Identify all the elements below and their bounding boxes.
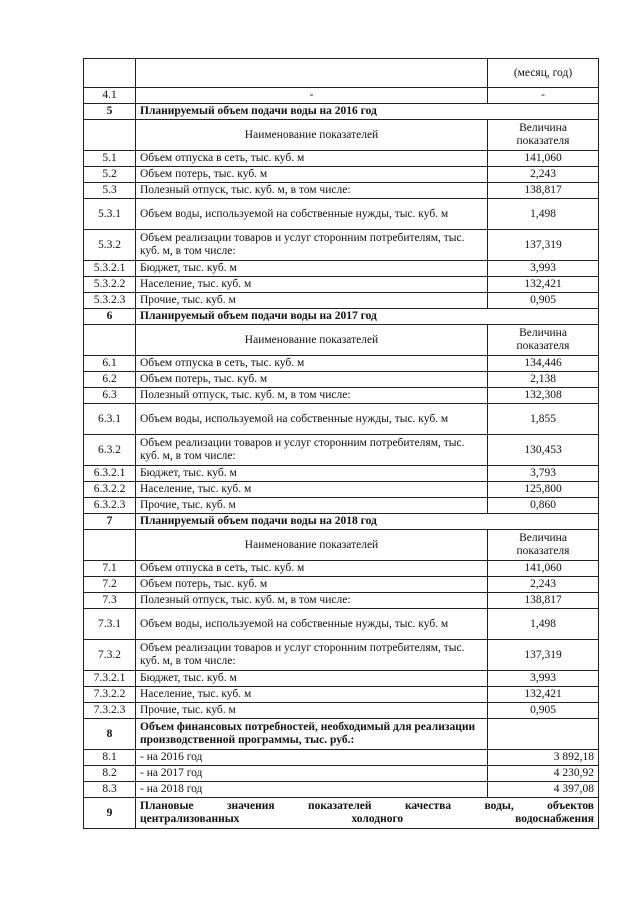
section-title: Планируемый объем подачи воды на 2018 год (136, 514, 599, 530)
table-row (84, 593, 599, 609)
section-title-line-1: Плановые значения показателей качества воды, объектов (140, 800, 594, 812)
row-name-cell: Объем воды, используемой на собственные нужды, тыс. куб. м (136, 199, 488, 230)
row-number-cell: 5.3.1 (84, 199, 136, 230)
section-title (136, 798, 599, 829)
row-value-cell: 134,446 (488, 356, 599, 372)
document-page (83, 58, 598, 829)
row-number-cell: 6.1 (84, 356, 136, 372)
table-row (84, 640, 599, 671)
row-number-cell: 7.3 (84, 593, 136, 609)
table-row (84, 671, 599, 687)
row-number-cell: 7.3.2.3 (84, 703, 136, 719)
table-row (84, 482, 599, 498)
row-value-cell: 1,498 (488, 609, 599, 640)
table-row (84, 766, 599, 782)
row-name-cell: Население, тыс. куб. м (136, 687, 488, 703)
header-name-cell: Наименование показателей (136, 325, 488, 356)
row-value-cell: 138,817 (488, 183, 599, 199)
table-row (84, 230, 599, 261)
row-name-cell: Прочие, тыс. куб. м (136, 293, 488, 309)
row-name-cell: - на 2017 год (136, 766, 488, 782)
row-value-cell: 138,817 (488, 593, 599, 609)
section-header-row (84, 120, 599, 151)
row-number-cell (84, 59, 136, 88)
row-value-cell: 3,993 (488, 671, 599, 687)
unit-cell: (месяц, год) (488, 59, 599, 88)
row-name-cell: Объем воды, используемой на собственные нужды, тыс. куб. м (136, 609, 488, 640)
table-row (84, 561, 599, 577)
row-value-cell: 1,498 (488, 199, 599, 230)
row-value-cell: 0,905 (488, 293, 599, 309)
row-value-cell: 0,860 (488, 498, 599, 514)
header-value-cell (488, 120, 599, 151)
row-name-cell: Бюджет, тыс. куб. м (136, 671, 488, 687)
row-value-cell: 2,138 (488, 372, 599, 388)
row-value-cell: 132,308 (488, 388, 599, 404)
row-name-cell: Объем отпуска в сеть, тыс. куб. м (136, 561, 488, 577)
row-value-cell: 1,855 (488, 404, 599, 435)
row-value-cell: 137,319 (488, 640, 599, 671)
header-value-line-1: Величина (519, 122, 567, 134)
row-name-cell: Полезный отпуск, тыс. куб. м, в том числе: (136, 388, 488, 404)
table-row (84, 293, 599, 309)
section-title-row (84, 309, 599, 325)
header-value-line-2: показателя (516, 340, 570, 352)
row-number-cell: 8.3 (84, 782, 136, 798)
table-row (84, 356, 599, 372)
row-number-cell: 8.2 (84, 766, 136, 782)
table-row (84, 703, 599, 719)
row-number-cell: 5.2 (84, 167, 136, 183)
row-value-cell: 0,905 (488, 703, 599, 719)
row-number-cell: 5.3.2.1 (84, 261, 136, 277)
table-row (84, 609, 599, 640)
row-name-cell (136, 59, 488, 88)
row-name-cell: Объем отпуска в сеть, тыс. куб. м (136, 356, 488, 372)
row-value-cell: 4 397,08 (488, 782, 599, 798)
table-row (84, 404, 599, 435)
table-row (84, 59, 599, 88)
row-name-cell: - на 2018 год (136, 782, 488, 798)
row-number-cell: 7.3.2.2 (84, 687, 136, 703)
row-name-cell: Объем реализации товаров и услуг сторонним потребителям, тыс. куб. м, в том числе: (136, 230, 488, 261)
section-number: 8 (84, 719, 136, 750)
row-value-cell: 137,319 (488, 230, 599, 261)
table-row (84, 88, 599, 104)
header-value-line-2: показателя (516, 545, 570, 557)
section-header-row (84, 325, 599, 356)
row-name-cell: Объем потерь, тыс. куб. м (136, 167, 488, 183)
section-title: Планируемый объем подачи воды на 2017 год (136, 309, 599, 325)
row-value-cell (488, 719, 599, 750)
section-title-row (84, 719, 599, 750)
row-value-cell: 2,243 (488, 167, 599, 183)
section-number: 5 (84, 104, 136, 120)
row-name-cell: Прочие, тыс. куб. м (136, 498, 488, 514)
row-value-cell: 125,800 (488, 482, 599, 498)
header-number-cell (84, 325, 136, 356)
section-title: Объем финансовых потребностей, необходимый для реализации производственной программы, тыс. руб.: (136, 719, 488, 750)
section-title: Планируемый объем подачи воды на 2016 год (136, 104, 599, 120)
header-value-cell (488, 325, 599, 356)
row-value-cell: 132,421 (488, 277, 599, 293)
header-value-line-1: Величина (519, 532, 567, 544)
table-row (84, 388, 599, 404)
section-title-row (84, 104, 599, 120)
header-number-cell (84, 530, 136, 561)
row-value-cell: 3 892,18 (488, 750, 599, 766)
row-number-cell: 5.3.2 (84, 230, 136, 261)
row-value-cell: 130,453 (488, 435, 599, 466)
header-value-cell (488, 530, 599, 561)
section-title-line-2: централизованных холодного водоснабжения (140, 813, 594, 825)
section-number: 6 (84, 309, 136, 325)
row-value-cell: 141,060 (488, 561, 599, 577)
row-value-cell: 4 230,92 (488, 766, 599, 782)
row-number-cell: 6.2 (84, 372, 136, 388)
table-row (84, 466, 599, 482)
row-name-cell: Объем потерь, тыс. куб. м (136, 577, 488, 593)
row-value-cell: 2,243 (488, 577, 599, 593)
row-number-cell: 6.3.2.3 (84, 498, 136, 514)
row-value-cell: 132,421 (488, 687, 599, 703)
section-header-row (84, 530, 599, 561)
table-row (84, 199, 599, 230)
row-name-cell: Прочие, тыс. куб. м (136, 703, 488, 719)
row-name-cell: Объем реализации товаров и услуг сторонним потребителям, тыс. куб. м, в том числе: (136, 435, 488, 466)
program-table (83, 58, 599, 829)
table-row (84, 498, 599, 514)
row-number-cell: 7.2 (84, 577, 136, 593)
row-number-cell: 6.3.1 (84, 404, 136, 435)
table-row (84, 167, 599, 183)
row-name-cell: - (136, 88, 488, 104)
row-number-cell: 4.1 (84, 88, 136, 104)
header-value-line-1: Величина (519, 327, 567, 339)
row-value-cell: 141,060 (488, 151, 599, 167)
table-row (84, 577, 599, 593)
table-row (84, 261, 599, 277)
section-number: 9 (84, 798, 136, 829)
section-title-row (84, 514, 599, 530)
table-row (84, 277, 599, 293)
table-row (84, 782, 599, 798)
row-name-cell: Объем отпуска в сеть, тыс. куб. м (136, 151, 488, 167)
table-row (84, 687, 599, 703)
row-name-cell: - на 2016 год (136, 750, 488, 766)
row-value-cell: 3,793 (488, 466, 599, 482)
row-number-cell: 7.3.1 (84, 609, 136, 640)
header-number-cell (84, 120, 136, 151)
header-value-line-2: показателя (516, 135, 570, 147)
row-name-cell: Объем реализации товаров и услуг сторонним потребителям, тыс. куб. м, в том числе: (136, 640, 488, 671)
row-number-cell: 7.1 (84, 561, 136, 577)
row-number-cell: 6.3.2 (84, 435, 136, 466)
row-number-cell: 7.3.2 (84, 640, 136, 671)
table-row (84, 151, 599, 167)
row-value-cell: - (488, 88, 599, 104)
row-number-cell: 5.3.2.2 (84, 277, 136, 293)
row-number-cell: 8.1 (84, 750, 136, 766)
table-row (84, 750, 599, 766)
row-name-cell: Полезный отпуск, тыс. куб. м, в том числе: (136, 183, 488, 199)
table-row (84, 372, 599, 388)
row-number-cell: 5.1 (84, 151, 136, 167)
header-name-cell: Наименование показателей (136, 530, 488, 561)
header-name-cell: Наименование показателей (136, 120, 488, 151)
row-name-cell: Объем воды, используемой на собственные нужды, тыс. куб. м (136, 404, 488, 435)
row-number-cell: 5.3.2.3 (84, 293, 136, 309)
table-row (84, 183, 599, 199)
row-number-cell: 6.3 (84, 388, 136, 404)
row-name-cell: Бюджет, тыс. куб. м (136, 466, 488, 482)
row-value-cell: 3,993 (488, 261, 599, 277)
section-title-row (84, 798, 599, 829)
row-name-cell: Население, тыс. куб. м (136, 482, 488, 498)
row-name-cell: Полезный отпуск, тыс. куб. м, в том числе: (136, 593, 488, 609)
row-name-cell: Население, тыс. куб. м (136, 277, 488, 293)
row-number-cell: 7.3.2.1 (84, 671, 136, 687)
row-name-cell: Объем потерь, тыс. куб. м (136, 372, 488, 388)
row-name-cell: Бюджет, тыс. куб. м (136, 261, 488, 277)
row-number-cell: 5.3 (84, 183, 136, 199)
section-number: 7 (84, 514, 136, 530)
table-row (84, 435, 599, 466)
row-number-cell: 6.3.2.1 (84, 466, 136, 482)
row-number-cell: 6.3.2.2 (84, 482, 136, 498)
